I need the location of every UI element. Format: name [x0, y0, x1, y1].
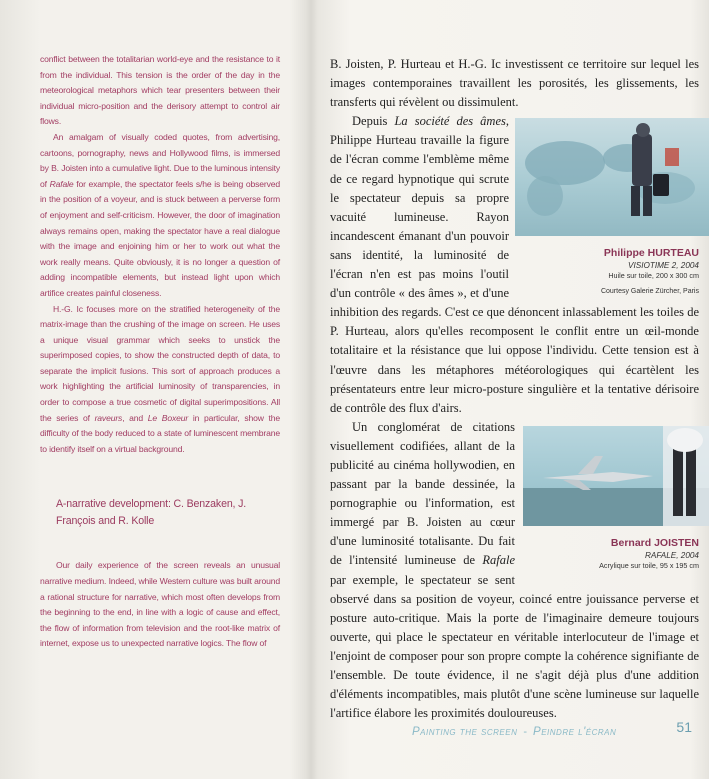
joisten-painting-image — [523, 426, 709, 526]
fr-paragraph-1: B. Joisten, P. Hurteau et H.-G. Ic investissent ce territoire sur lequel les images contemporaines travaillent les porosités, les glissements, les transferts qui révèlent ou dissimulent. — [330, 57, 699, 110]
page-footer — [412, 719, 692, 740]
joisten-work-title: RAFALE, 2004 — [644, 550, 699, 560]
hurteau-painting-image — [515, 118, 709, 236]
hurteau-technique: Huile sur toile, 200 x 300 cm — [608, 271, 699, 281]
figure-joisten — [523, 426, 709, 571]
en-paragraph-1: conflict between the totalitarian world-eye and the resistance to it from the individual. This tension is the order of the day in the meteorological metaphors which tear presenters between their individual micro-position and the derisory attempt to control air flows. — [40, 54, 280, 127]
footer-separator: - — [523, 726, 528, 738]
footer-title-fr: Peindre l'écran — [533, 726, 617, 738]
hurteau-artist: Philippe HURTEAU — [603, 247, 699, 260]
footer-title-en: Painting the screen — [412, 726, 518, 738]
en-p2-title: Rafale — [49, 178, 74, 189]
fr-p3-title: Rafale — [482, 553, 515, 568]
en-paragraph-3 — [40, 302, 280, 458]
en-p3-text-mid: , and — [122, 412, 148, 423]
fr-p2-title: La société des âmes — [394, 114, 506, 129]
en-paragraph-2 — [40, 130, 280, 302]
english-column — [40, 52, 280, 652]
page-number: 51 — [676, 719, 692, 735]
fr-p3-text: Un conglomérat de citations visuellement codifiées, allant de la publicité au cinéma hollywodien, en passant par la bande dessinée, la pornographie ou l'information, est immergé par B. Joisten au cœur d'une luminosité totalisante. Du fait de l'intensité lumineuse de — [330, 419, 515, 568]
hurteau-credit: Courtesy Galerie Zürcher, Paris — [600, 288, 699, 296]
en-p2-text: An amalgam of visually coded quotes, from advertising, cartoons, pornography, news and Hollywood films, is immersed by B. Joisten into a cumulative light. Due to the luminous intensity of — [40, 131, 280, 189]
joisten-caption — [523, 526, 709, 571]
en-p3-title-1: raveurs — [94, 412, 123, 423]
en-p3-title-2: Le Boxeur — [147, 412, 189, 423]
hurteau-caption — [515, 236, 709, 297]
joisten-artist: Bernard JOISTEN — [610, 536, 699, 549]
fr-p2-text: Depuis — [352, 114, 395, 129]
hurteau-work-title: VISIOTIME 2, 2004 — [628, 261, 699, 271]
section-heading: A-narrative development: C. Benzaken, J. François and R. Kolle — [56, 498, 247, 528]
figure-hurteau — [515, 118, 709, 297]
french-column — [330, 55, 699, 723]
fr-p3-text-end: par exemple, le spectateur se sent observé dans sa position de voyeur, coincé entre jouissance perverse et posture auto-critique. Mais la porte de l'imaginaire demeure toujours ouverte, qui place le spectateur en véritable interlocuteur de l'image et l'enjoint de composer pour son propre compte la cohérence signifiante de l'ensemble. De toute évidence, il ne s'agit déjà plus d'une addition d'éléments incompatibles, mais plutôt d'une scène lumineuse sur laquelle l'artifice élabore les proximités douloureuses. — [330, 572, 699, 721]
fr-p2-text-end: , Philippe Hurteau travaille la figure de l'écran comme l'emblème même de ce regard hypnotique qui scrute le spectateur depuis sa propre vacuité lumineuse. Rayon incandescent émanant d'un pouvoir sans identité, la luminosité de l'écran n'en est pas moins l'outil d'un contrôle « des âmes », et d'une inhibition des regards. C'est ce que dénoncent inlassablement les toiles de P. Hurteau, alors qu'elles recomposent le conflit entre un œil-monde totalitaire et la résistance que lui oppose l'individu. Cette tension est à l'œuvre dans les métaphores météorologiques qui écartèlent les présentateurs entre leur micro-posture singulière et la tentative dérisoire de contrôle des flux d'airs. — [330, 114, 699, 415]
en-p3-text: H.-G. Ic focuses more on the stratified heterogeneity of the matrix-image than the crushing of the image on screen. He uses a unique visual grammar which seeks to unstick the superimposed copies, to show the constructed depth of data, to separate the implicit fusions. This sort of approach produces a work highlighting the artificial luminosity of transparencies, in order to compose a true cosmetic of digital superimpositions. All the series of — [40, 303, 280, 423]
en-paragraph-4: Our daily experience of the screen reveals an unusual narrative medium. Indeed, while Western culture was built around a rational structure for narrative, which most often develops from the beginning to the end, in line with a logic of cause and effect, the flow of information from television and the root-like matrix of internet, expose us to unexpected narrative logics. The flow of — [40, 560, 280, 649]
joisten-technique: Acrylique sur toile, 95 x 195 cm — [599, 560, 699, 570]
en-p3-text-end: in particular, show the difficulty of the body reduced to a state of luminescent membrane to identify itself on a virtual background. — [40, 412, 281, 454]
en-p2-text-end: for example, the spectator feels s/he is being observed in the position of a voyeur, and is stuck between a perverse form of enjoyment and self-criticism. However, the door of imagination always remains open, making the spectator have a real dialogue with the image and enjoining him or her to work out what the work really means. Quite obviously, it is no longer a question of adding incompatible elements, but instead light upon which artifice creates painful closeness. — [40, 178, 281, 298]
